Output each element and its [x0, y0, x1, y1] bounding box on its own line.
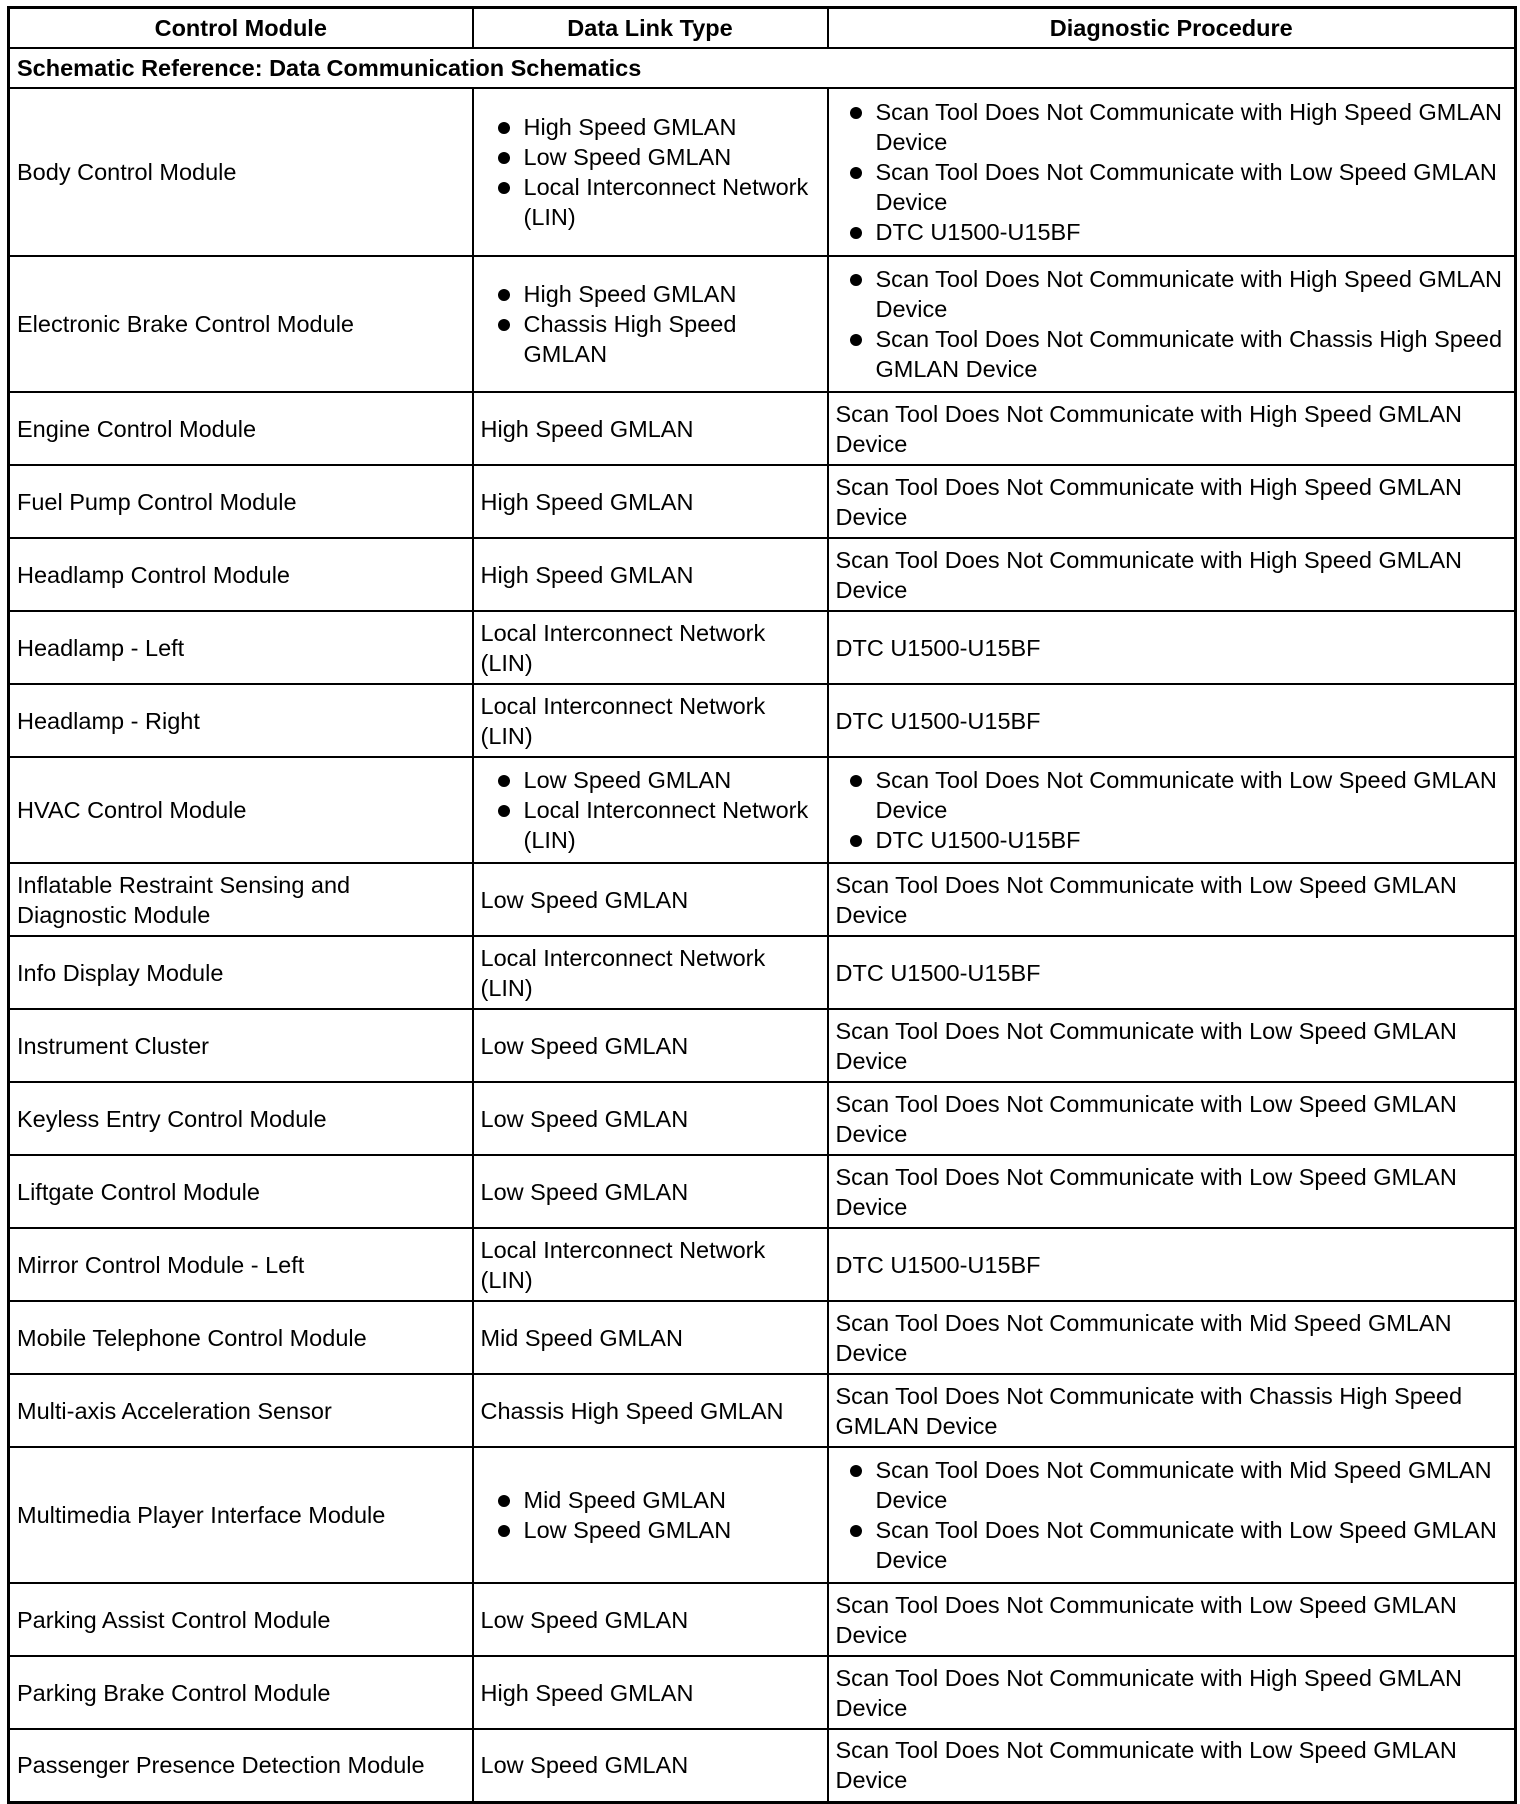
table-row	[9, 1729, 1516, 1802]
header-row	[9, 8, 1516, 49]
data-link-type-cell: High Speed GMLAN	[473, 392, 828, 465]
data-link-type-cell: Local Interconnect Network (LIN)	[473, 611, 828, 684]
data-link-type-cell: Low Speed GMLAN	[473, 863, 828, 936]
table-row	[9, 1228, 1516, 1301]
control-module-cell: Keyless Entry Control Module	[9, 1082, 473, 1155]
diagnostic-procedure-cell: Scan Tool Does Not Communicate with High Speed GMLAN Device	[828, 392, 1516, 465]
table-row	[9, 1155, 1516, 1228]
diagnostic-procedure-cell: Scan Tool Does Not Communicate with Low Speed GMLAN Device	[828, 1583, 1516, 1656]
procedure-item: Scan Tool Does Not Communicate with Mid Speed GMLAN Device	[849, 1455, 1508, 1515]
module-table	[7, 6, 1517, 1804]
control-module-cell: Headlamp - Left	[9, 611, 473, 684]
procedure-list	[832, 1455, 1508, 1575]
data-link-type-cell	[473, 256, 828, 392]
table-row	[9, 863, 1516, 936]
table-row	[9, 936, 1516, 1009]
procedure-item: Scan Tool Does Not Communicate with High Speed GMLAN Device	[849, 97, 1508, 157]
diagnostic-procedure-cell	[828, 256, 1516, 392]
control-module-cell: Parking Assist Control Module	[9, 1583, 473, 1656]
control-module-cell: Multimedia Player Interface Module	[9, 1447, 473, 1583]
data-link-type-cell: High Speed GMLAN	[473, 1656, 828, 1729]
schematic-reference: Schematic Reference: Data Communication Schematics	[9, 48, 1516, 88]
table-row	[9, 1583, 1516, 1656]
control-module-cell: Body Control Module	[9, 88, 473, 256]
control-module-cell: Info Display Module	[9, 936, 473, 1009]
table-row	[9, 392, 1516, 465]
control-module-cell: Headlamp Control Module	[9, 538, 473, 611]
procedure-list	[832, 264, 1508, 384]
data-link-type-cell: Local Interconnect Network (LIN)	[473, 1228, 828, 1301]
control-module-cell: Liftgate Control Module	[9, 1155, 473, 1228]
diagnostic-procedure-cell: Scan Tool Does Not Communicate with Chassis High Speed GMLAN Device	[828, 1374, 1516, 1447]
control-module-cell: Mirror Control Module - Left	[9, 1228, 473, 1301]
data-link-type-cell: Low Speed GMLAN	[473, 1155, 828, 1228]
data-link-type-cell: Local Interconnect Network (LIN)	[473, 684, 828, 757]
diagnostic-procedure-cell	[828, 757, 1516, 863]
diagnostic-procedure-cell: Scan Tool Does Not Communicate with Mid Speed GMLAN Device	[828, 1301, 1516, 1374]
diagnostic-procedure-cell: DTC U1500-U15BF	[828, 684, 1516, 757]
data-link-list	[481, 765, 820, 855]
table-row	[9, 1009, 1516, 1082]
data-link-item: High Speed GMLAN	[497, 112, 820, 142]
data-link-type-cell: Low Speed GMLAN	[473, 1082, 828, 1155]
data-link-type-cell: Low Speed GMLAN	[473, 1009, 828, 1082]
data-link-item: Low Speed GMLAN	[497, 142, 820, 172]
data-link-type-cell	[473, 757, 828, 863]
procedure-list	[832, 765, 1508, 855]
data-link-type-cell: High Speed GMLAN	[473, 465, 828, 538]
procedure-item: Scan Tool Does Not Communicate with Low Speed GMLAN Device	[849, 1515, 1508, 1575]
control-module-cell: Mobile Telephone Control Module	[9, 1301, 473, 1374]
data-link-type-cell: Low Speed GMLAN	[473, 1583, 828, 1656]
data-link-list	[481, 1485, 820, 1545]
header-diagnostic-procedure: Diagnostic Procedure	[828, 8, 1516, 49]
diagnostic-procedure-cell: Scan Tool Does Not Communicate with High Speed GMLAN Device	[828, 1656, 1516, 1729]
procedure-item: Scan Tool Does Not Communicate with Chassis High Speed GMLAN Device	[849, 324, 1508, 384]
diagnostic-procedure-cell: DTC U1500-U15BF	[828, 936, 1516, 1009]
data-link-type-cell: Low Speed GMLAN	[473, 1729, 828, 1802]
header-data-link-type: Data Link Type	[473, 8, 828, 49]
procedure-item: DTC U1500-U15BF	[849, 217, 1508, 247]
procedure-item: Scan Tool Does Not Communicate with Low Speed GMLAN Device	[849, 765, 1508, 825]
data-link-item: Mid Speed GMLAN	[497, 1485, 820, 1515]
procedure-list	[832, 97, 1508, 247]
procedure-item: DTC U1500-U15BF	[849, 825, 1508, 855]
control-module-cell: Instrument Cluster	[9, 1009, 473, 1082]
diagnostic-procedure-cell: DTC U1500-U15BF	[828, 611, 1516, 684]
data-link-item: Local Interconnect Network (LIN)	[497, 172, 820, 232]
schematic-reference-row	[9, 48, 1516, 88]
control-module-cell: Engine Control Module	[9, 392, 473, 465]
control-module-cell: Parking Brake Control Module	[9, 1656, 473, 1729]
table-row	[9, 465, 1516, 538]
table-row	[9, 1082, 1516, 1155]
diagnostic-procedure-cell	[828, 88, 1516, 256]
table-row	[9, 611, 1516, 684]
diagnostic-procedure-cell: Scan Tool Does Not Communicate with High Speed GMLAN Device	[828, 538, 1516, 611]
table-row	[9, 684, 1516, 757]
diagnostic-procedure-cell	[828, 1447, 1516, 1583]
data-link-list	[481, 279, 820, 369]
procedure-item: Scan Tool Does Not Communicate with High Speed GMLAN Device	[849, 264, 1508, 324]
diagnostic-procedure-cell: DTC U1500-U15BF	[828, 1228, 1516, 1301]
table-row	[9, 256, 1516, 392]
diagnostic-procedure-cell: Scan Tool Does Not Communicate with Low Speed GMLAN Device	[828, 1729, 1516, 1802]
data-link-type-cell: High Speed GMLAN	[473, 538, 828, 611]
header-control-module: Control Module	[9, 8, 473, 49]
data-link-item: Low Speed GMLAN	[497, 1515, 820, 1545]
procedure-item: Scan Tool Does Not Communicate with Low Speed GMLAN Device	[849, 157, 1508, 217]
data-link-list	[481, 112, 820, 232]
data-link-type-cell: Local Interconnect Network (LIN)	[473, 936, 828, 1009]
table-row	[9, 538, 1516, 611]
control-module-cell: Multi-axis Acceleration Sensor	[9, 1374, 473, 1447]
diagnostic-procedure-cell: Scan Tool Does Not Communicate with Low Speed GMLAN Device	[828, 1155, 1516, 1228]
data-link-item: High Speed GMLAN	[497, 279, 820, 309]
data-link-item: Low Speed GMLAN	[497, 765, 820, 795]
diagnostic-procedure-cell: Scan Tool Does Not Communicate with Low Speed GMLAN Device	[828, 863, 1516, 936]
control-module-cell: Passenger Presence Detection Module	[9, 1729, 473, 1802]
table-row	[9, 88, 1516, 256]
data-link-item: Chassis High Speed GMLAN	[497, 309, 820, 369]
control-module-cell: Fuel Pump Control Module	[9, 465, 473, 538]
diagnostic-procedure-cell: Scan Tool Does Not Communicate with Low Speed GMLAN Device	[828, 1009, 1516, 1082]
table-row	[9, 1447, 1516, 1583]
control-module-cell: Inflatable Restraint Sensing and Diagnostic Module	[9, 863, 473, 936]
diagnostic-procedure-cell: Scan Tool Does Not Communicate with Low Speed GMLAN Device	[828, 1082, 1516, 1155]
table-row	[9, 757, 1516, 863]
data-link-type-cell: Mid Speed GMLAN	[473, 1301, 828, 1374]
data-link-type-cell: Chassis High Speed GMLAN	[473, 1374, 828, 1447]
data-link-item: Local Interconnect Network (LIN)	[497, 795, 820, 855]
table-row	[9, 1301, 1516, 1374]
control-module-cell: Headlamp - Right	[9, 684, 473, 757]
diagnostic-procedure-cell: Scan Tool Does Not Communicate with High Speed GMLAN Device	[828, 465, 1516, 538]
data-link-type-cell	[473, 88, 828, 256]
data-link-type-cell	[473, 1447, 828, 1583]
control-module-cell: Electronic Brake Control Module	[9, 256, 473, 392]
table-row	[9, 1374, 1516, 1447]
control-module-cell: HVAC Control Module	[9, 757, 473, 863]
table-row	[9, 1656, 1516, 1729]
